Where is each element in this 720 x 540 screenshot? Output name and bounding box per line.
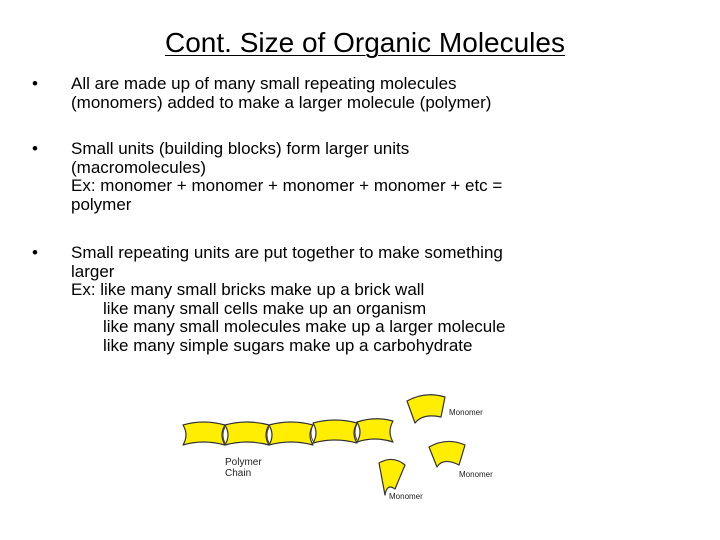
monomer-label: Monomer bbox=[459, 470, 493, 479]
bullet-line-indented: like many small cells make up an organism bbox=[103, 298, 427, 318]
bullet-marker: • bbox=[32, 74, 38, 93]
bullet-line-indented: like many simple sugars make up a carbohydrate bbox=[103, 335, 473, 355]
bullet-line: Ex: like many small bricks make up a brick wall bbox=[71, 280, 425, 299]
monomer-shape bbox=[407, 395, 445, 423]
bullet-line: All are made up of many small repeating molecules bbox=[71, 74, 457, 93]
bullet-marker: • bbox=[32, 243, 38, 262]
polymer-label: Polymer bbox=[225, 457, 262, 468]
polymer-label: Chain bbox=[225, 468, 252, 479]
bullet-line: Small units (building blocks) form larger units bbox=[71, 139, 410, 158]
polymer-chain-segment bbox=[269, 422, 313, 445]
bullet-line: Small repeating units are put together to make something bbox=[71, 243, 503, 262]
monomer-shape bbox=[429, 441, 465, 467]
bullet-line: polymer bbox=[71, 194, 132, 214]
polymer-chain-segment bbox=[357, 419, 393, 442]
monomer-label: Monomer bbox=[389, 492, 423, 501]
bullet-line: Ex: monomer + monomer + monomer + monomer + etc = bbox=[71, 176, 503, 195]
polymer-chain-segment bbox=[183, 422, 225, 445]
bullet-line-indented: like many small molecules make up a larger molecule bbox=[103, 317, 506, 336]
bullet-line: (macromolecules) bbox=[71, 157, 207, 177]
polymer-monomer-diagram bbox=[175, 385, 495, 505]
bullet-line: (monomers) added to make a larger molecule (polymer) bbox=[71, 92, 492, 112]
bullet-marker: • bbox=[32, 139, 38, 158]
polymer-chain-segment bbox=[225, 422, 269, 445]
polymer-chain-segment bbox=[313, 420, 357, 443]
slide-title: Cont. Size of Organic Molecules bbox=[165, 27, 565, 58]
monomer-label: Monomer bbox=[449, 408, 483, 417]
bullet-line: larger bbox=[71, 261, 115, 281]
monomer-shape bbox=[379, 459, 405, 495]
